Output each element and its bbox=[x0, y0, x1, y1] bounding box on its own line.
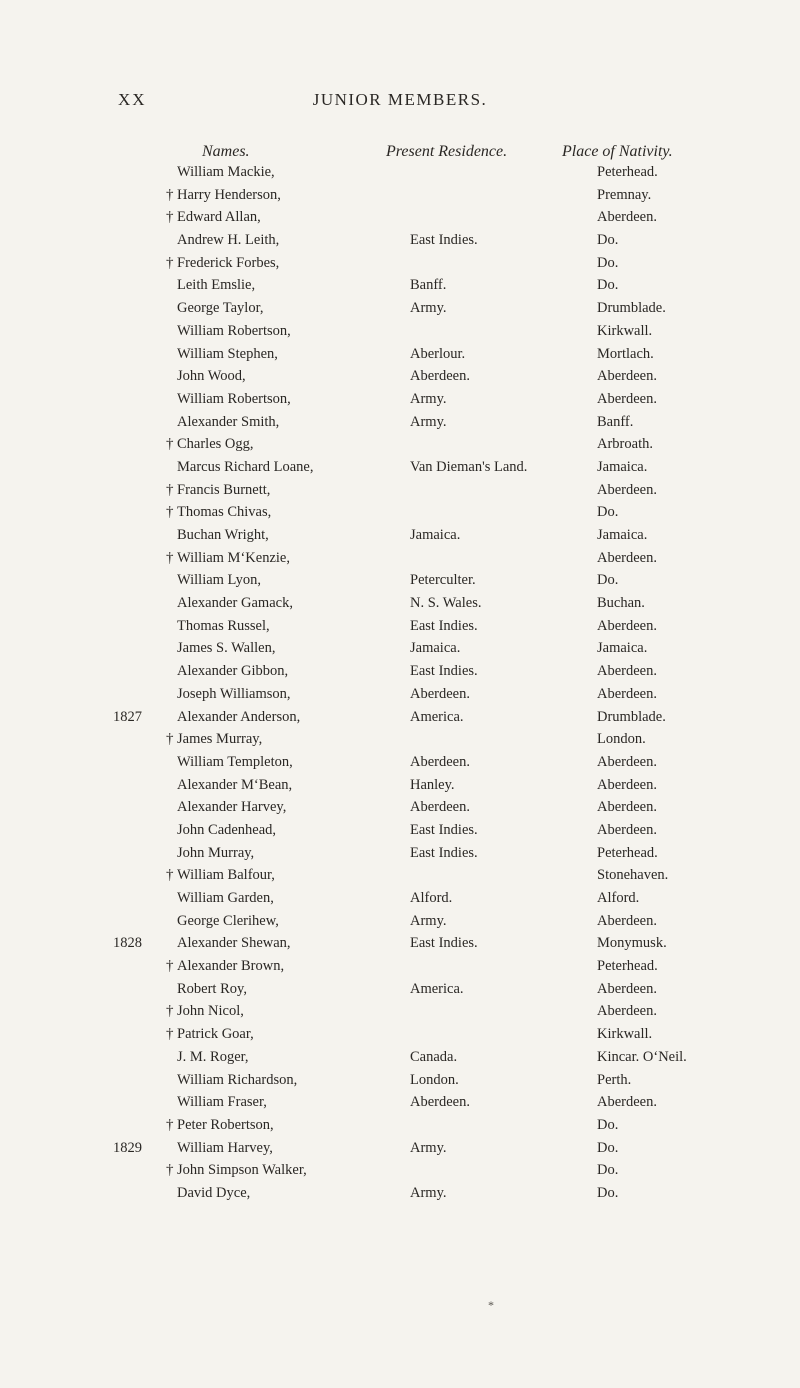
name-cell: William Mackie, bbox=[177, 164, 275, 180]
dagger-mark: † bbox=[166, 958, 174, 975]
table-row bbox=[0, 661, 800, 684]
table-row bbox=[0, 570, 800, 593]
name-cell: David Dyce, bbox=[177, 1184, 251, 1201]
table-row bbox=[0, 729, 800, 752]
nativity-cell: Aberdeen. bbox=[597, 617, 657, 634]
page-header bbox=[0, 90, 800, 114]
residence-cell: Van Dieman's Land. bbox=[410, 458, 528, 475]
residence-cell: Jamaica. bbox=[410, 527, 461, 543]
table-row bbox=[0, 434, 800, 457]
residence-cell: Army. bbox=[410, 1184, 447, 1201]
table-row bbox=[0, 480, 800, 503]
nativity-cell: Aberdeen. bbox=[597, 821, 657, 838]
residence-cell: America. bbox=[410, 708, 464, 725]
table-row bbox=[0, 1001, 800, 1024]
residence-cell: Aberdeen. bbox=[410, 685, 470, 702]
name-cell: William Robertson, bbox=[177, 322, 291, 339]
nativity-cell: Aberdeen. bbox=[597, 685, 657, 702]
residence-cell: Banff. bbox=[410, 277, 447, 294]
name-cell: Edward Allan, bbox=[177, 209, 261, 226]
table-row bbox=[0, 865, 800, 888]
dagger-mark: † bbox=[166, 186, 174, 203]
residence-cell: Canada. bbox=[410, 1048, 458, 1065]
dagger-mark: † bbox=[166, 209, 174, 226]
dagger-mark: † bbox=[166, 1162, 174, 1179]
table-row bbox=[0, 888, 800, 911]
residence-cell: East Indies. bbox=[410, 935, 478, 952]
table-row bbox=[0, 1047, 800, 1070]
name-cell: James Murray, bbox=[177, 731, 263, 748]
name-cell: Thomas Russel, bbox=[177, 617, 270, 634]
residence-cell: East Indies. bbox=[410, 617, 478, 634]
name-cell: Francis Burnett, bbox=[177, 481, 271, 498]
residence-cell: East Indies. bbox=[410, 232, 478, 249]
nativity-cell: Aberdeen. bbox=[597, 1094, 657, 1111]
table-row bbox=[0, 775, 800, 798]
table-row bbox=[0, 707, 800, 730]
signature-mark: * bbox=[488, 1298, 494, 1312]
table-row bbox=[0, 412, 800, 435]
nativity-cell: Aberdeen. bbox=[597, 390, 657, 407]
nativity-cell: Jamaica. bbox=[597, 458, 648, 475]
table-row bbox=[0, 979, 800, 1002]
nativity-cell: Alford. bbox=[597, 890, 640, 906]
running-title: JUNIOR MEMBERS. bbox=[312, 90, 488, 109]
residence-cell: London. bbox=[410, 1071, 459, 1088]
table-row bbox=[0, 207, 800, 230]
column-header-residence: Present Residence. bbox=[386, 143, 508, 160]
nativity-cell: Do. bbox=[597, 1116, 619, 1133]
nativity-cell: Do. bbox=[597, 254, 619, 271]
name-cell: John Cadenhead, bbox=[177, 821, 277, 838]
name-cell: Alexander Gamack, bbox=[177, 595, 293, 612]
name-cell: Andrew H. Leith, bbox=[177, 232, 280, 249]
nativity-cell: Arbroath. bbox=[597, 436, 653, 453]
nativity-cell: Peterhead. bbox=[597, 844, 658, 861]
residence-cell: Army. bbox=[410, 413, 447, 430]
nativity-cell: Aberdeen. bbox=[597, 776, 657, 793]
table-row bbox=[0, 1138, 800, 1161]
name-cell: Alexander M‘Bean, bbox=[177, 776, 293, 793]
nativity-cell: Aberdeen. bbox=[597, 368, 657, 385]
table-row bbox=[0, 911, 800, 934]
nativity-cell: Banff. bbox=[597, 413, 634, 430]
table-row bbox=[0, 389, 800, 412]
nativity-cell: Do. bbox=[597, 1162, 619, 1179]
table-row bbox=[0, 548, 800, 571]
table-row bbox=[0, 684, 800, 707]
residence-cell: N. S. Wales. bbox=[410, 595, 482, 612]
name-cell: William Harvey, bbox=[177, 1139, 273, 1156]
residence-cell: Army. bbox=[410, 912, 447, 929]
table-row bbox=[0, 298, 800, 321]
name-cell: Robert Roy, bbox=[177, 980, 247, 997]
table-row bbox=[0, 956, 800, 979]
name-cell: Harry Henderson, bbox=[177, 186, 281, 203]
dagger-mark: † bbox=[166, 481, 174, 498]
table-row bbox=[0, 593, 800, 616]
nativity-cell: Aberdeen. bbox=[597, 912, 657, 929]
table-row bbox=[0, 185, 800, 208]
name-cell: Alexander Anderson, bbox=[177, 708, 301, 725]
name-cell: John Murray, bbox=[177, 844, 255, 861]
page-number: XX bbox=[118, 90, 147, 109]
name-cell: John Wood, bbox=[177, 368, 246, 385]
table-row bbox=[0, 344, 800, 367]
residence-cell: Aberdeen. bbox=[410, 1094, 470, 1111]
nativity-cell: Kirkwall. bbox=[597, 1026, 653, 1043]
nativity-cell: Aberdeen. bbox=[597, 663, 657, 680]
residence-cell: Army. bbox=[410, 1139, 447, 1156]
nativity-cell: Aberdeen. bbox=[597, 753, 657, 770]
nativity-cell: Aberdeen. bbox=[597, 209, 657, 226]
name-cell: Alexander Brown, bbox=[177, 958, 285, 975]
nativity-cell: Do. bbox=[597, 1139, 619, 1156]
nativity-cell: Peterhead. bbox=[597, 958, 658, 975]
residence-cell: Jamaica. bbox=[410, 640, 461, 657]
nativity-cell: Jamaica. bbox=[597, 527, 648, 543]
dagger-mark: † bbox=[166, 254, 174, 271]
residence-cell: East Indies. bbox=[410, 821, 478, 838]
name-cell: William Fraser, bbox=[177, 1094, 267, 1111]
name-cell: Alexander Shewan, bbox=[177, 935, 291, 952]
residence-cell: Aberdeen. bbox=[410, 753, 470, 770]
dagger-mark: † bbox=[166, 549, 174, 566]
residence-cell: East Indies. bbox=[410, 663, 478, 680]
table-row bbox=[0, 1092, 800, 1115]
residence-cell: America. bbox=[410, 980, 464, 997]
name-cell: Charles Ogg, bbox=[177, 436, 254, 453]
nativity-cell: Do. bbox=[597, 1184, 619, 1201]
table-row bbox=[0, 1160, 800, 1183]
nativity-cell: Aberdeen. bbox=[597, 1003, 657, 1020]
dagger-mark: † bbox=[166, 504, 174, 521]
name-cell: Peter Robertson, bbox=[177, 1116, 274, 1133]
table-row bbox=[0, 797, 800, 820]
table-row bbox=[0, 366, 800, 389]
name-cell: William Robertson, bbox=[177, 390, 291, 407]
name-cell: Patrick Goar, bbox=[177, 1026, 254, 1043]
nativity-cell: Mortlach. bbox=[597, 345, 654, 362]
table-row bbox=[0, 275, 800, 298]
nativity-cell: Monymusk. bbox=[597, 935, 667, 952]
table-row bbox=[0, 230, 800, 253]
nativity-cell: Drumblade. bbox=[597, 300, 666, 317]
table-row bbox=[0, 1024, 800, 1047]
name-cell: Marcus Richard Loane, bbox=[177, 458, 314, 475]
name-cell: Thomas Chivas, bbox=[177, 504, 272, 521]
nativity-cell: Perth. bbox=[597, 1071, 632, 1088]
nativity-cell: Buchan. bbox=[597, 595, 645, 612]
dagger-mark: † bbox=[166, 1116, 174, 1133]
residence-cell: Peterculter. bbox=[410, 572, 476, 589]
dagger-mark: † bbox=[166, 1026, 174, 1043]
nativity-cell: Drumblade. bbox=[597, 708, 666, 725]
nativity-cell: Do. bbox=[597, 504, 619, 521]
dagger-mark: † bbox=[166, 1003, 174, 1020]
name-cell: Buchan Wright, bbox=[177, 527, 269, 543]
name-cell: Joseph Williamson, bbox=[177, 685, 291, 702]
residence-cell: Aberdeen. bbox=[410, 368, 470, 385]
name-cell: George Clerihew, bbox=[177, 912, 279, 929]
nativity-cell: Aberdeen. bbox=[597, 481, 657, 498]
name-cell: Frederick Forbes, bbox=[177, 254, 280, 271]
year-cell: 1829 bbox=[113, 1139, 142, 1156]
table-row bbox=[0, 1070, 800, 1093]
table-row bbox=[0, 638, 800, 661]
residence-cell: Hanley. bbox=[410, 776, 455, 793]
dagger-mark: † bbox=[166, 867, 174, 884]
name-cell: William Garden, bbox=[177, 890, 274, 906]
nativity-cell: Aberdeen. bbox=[597, 980, 657, 997]
table-row bbox=[0, 321, 800, 344]
year-cell: 1827 bbox=[113, 708, 142, 725]
name-cell: William Balfour, bbox=[177, 867, 275, 884]
name-cell: William Richardson, bbox=[177, 1071, 298, 1088]
nativity-cell: Kirkwall. bbox=[597, 322, 653, 339]
dagger-mark: † bbox=[166, 731, 174, 748]
name-cell: George Taylor, bbox=[177, 300, 264, 317]
nativity-cell: Peterhead. bbox=[597, 164, 658, 180]
table-row bbox=[0, 820, 800, 843]
nativity-cell: Do. bbox=[597, 277, 619, 294]
column-header-nativity: Place of Nativity. bbox=[562, 143, 673, 160]
residence-cell: Army. bbox=[410, 390, 447, 407]
nativity-cell: Jamaica. bbox=[597, 640, 648, 657]
table-row bbox=[0, 525, 800, 548]
name-cell: Leith Emslie, bbox=[177, 277, 256, 294]
table-row bbox=[0, 1183, 800, 1206]
name-cell: Alexander Gibbon, bbox=[177, 663, 289, 680]
table-row bbox=[0, 253, 800, 276]
name-cell: J. M. Roger, bbox=[177, 1048, 249, 1065]
residence-cell: Alford. bbox=[410, 890, 453, 906]
table-row bbox=[0, 1115, 800, 1138]
residence-cell: Aberdeen. bbox=[410, 799, 470, 816]
nativity-cell: Aberdeen. bbox=[597, 549, 657, 566]
name-cell: John Simpson Walker, bbox=[177, 1162, 307, 1179]
members-table bbox=[0, 162, 800, 1206]
residence-cell: Aberlour. bbox=[410, 345, 466, 362]
residence-cell: Army. bbox=[410, 300, 447, 317]
table-row bbox=[0, 843, 800, 866]
table-row bbox=[0, 933, 800, 956]
nativity-cell: Premnay. bbox=[597, 186, 652, 203]
nativity-cell: London. bbox=[597, 731, 646, 748]
name-cell: William Lyon, bbox=[177, 572, 261, 589]
nativity-cell: Do. bbox=[597, 232, 619, 249]
name-cell: William M‘Kenzie, bbox=[177, 549, 290, 566]
name-cell: William Templeton, bbox=[177, 753, 293, 770]
residence-cell: East Indies. bbox=[410, 844, 478, 861]
name-cell: Alexander Smith, bbox=[177, 413, 280, 430]
table-row bbox=[0, 502, 800, 525]
table-row bbox=[0, 162, 800, 185]
nativity-cell: Stonehaven. bbox=[597, 867, 669, 884]
column-header-names: Names. bbox=[202, 143, 250, 160]
year-cell: 1828 bbox=[113, 935, 142, 952]
table-row bbox=[0, 752, 800, 775]
nativity-cell: Aberdeen. bbox=[597, 799, 657, 816]
table-row bbox=[0, 616, 800, 639]
table-row bbox=[0, 457, 800, 480]
dagger-mark: † bbox=[166, 436, 174, 453]
nativity-cell: Kincar. O‘Neil. bbox=[597, 1048, 687, 1065]
name-cell: Alexander Harvey, bbox=[177, 799, 287, 816]
name-cell: James S. Wallen, bbox=[177, 640, 276, 657]
nativity-cell: Do. bbox=[597, 572, 619, 589]
name-cell: William Stephen, bbox=[177, 345, 278, 362]
name-cell: John Nicol, bbox=[177, 1003, 244, 1020]
